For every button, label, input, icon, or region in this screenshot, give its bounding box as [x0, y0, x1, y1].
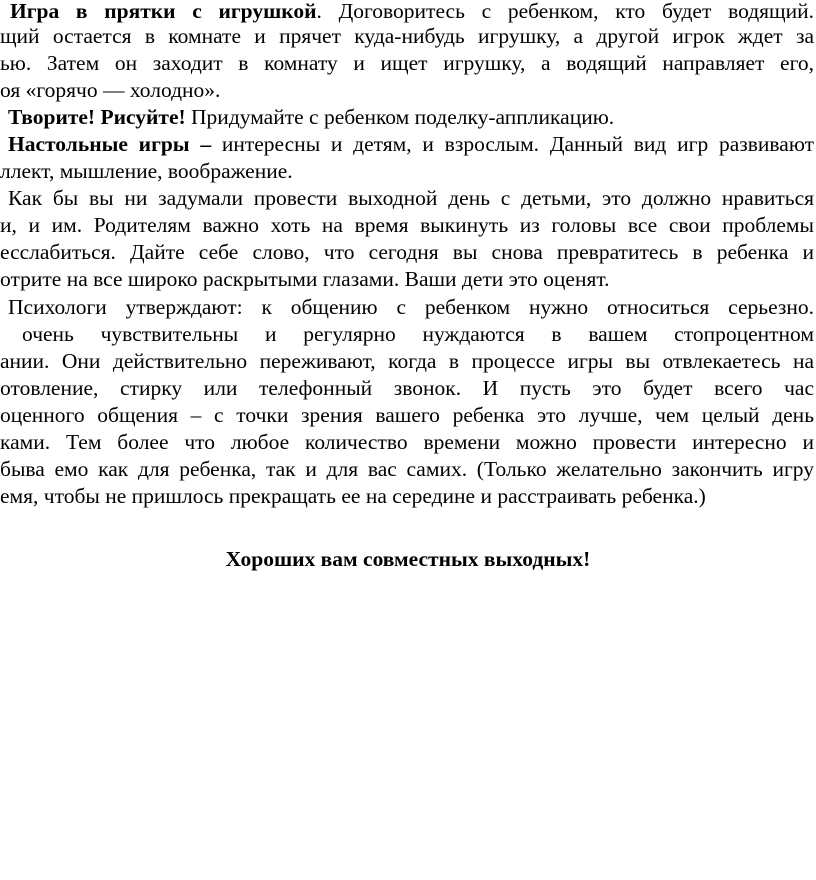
- line-text: Придумайте с ребенком поделку-аппликацию.: [185, 105, 615, 129]
- text-line: Как бы вы ни задумали провести выходной день с детьми, это должно нравиться: [8, 186, 814, 210]
- text-line: ью. Затем он заходит в комнату и ищет игрушку, а водящий направляет его,: [0, 51, 814, 75]
- text-line: есслабиться. Дайте себе слово, что сегодня вы снова превратитесь в ребенка и: [0, 240, 814, 264]
- text-line: ании. Они действительно переживают, когда в процессе игры вы отвлекаетесь на: [0, 349, 814, 373]
- bold-phrase: Настольные игры –: [8, 132, 212, 156]
- bold-phrase: Творите! Рисуйте!: [8, 105, 186, 129]
- text-line: Психологи утверждают: к общению с ребенком нужно относиться серьезно.: [8, 295, 814, 319]
- text-line: очень чувствительны и регулярно нуждаются в вашем стопроцентном: [22, 322, 814, 346]
- closing-heading: Хороших вам совместных выходных!: [225, 547, 591, 571]
- line-text: интересны и детям, и взрослым. Данный вид игр развивают: [211, 132, 814, 156]
- text-line: [8, 104, 814, 131]
- text-line: емя, чтобы не пришлось прекращать ее на середине и расстраивать ребенка.): [0, 484, 706, 508]
- bold-phrase: Игра в прятки с игрушкой: [10, 0, 317, 23]
- text-line: отрите на все широко раскрытыми глазами. Ваши дети это оценят.: [0, 267, 610, 291]
- text-line: и, и им. Родителям важно хоть на время выкинуть из головы все свои проблемы: [0, 213, 814, 237]
- text-line: ллект, мышление, воображение.: [0, 159, 293, 183]
- text-line: быва емо как для ребенка, так и для вас самих. (Только желательно закончить игру: [0, 457, 814, 481]
- text-line: оценного общения – с точки зрения вашего ребенка это лучше, чем целый день: [0, 403, 814, 427]
- text-line: отовление, стирку или телефонный звонок. И пусть это будет всего час: [0, 376, 814, 400]
- text-line: оя «горячо — холодно».: [0, 78, 221, 102]
- text-line: [8, 131, 814, 158]
- line-text: . Договоритесь с ребенком, кто будет водящий.: [316, 0, 814, 23]
- text-line: ками. Тем более что любое количество времени можно провести интересно и: [0, 430, 814, 454]
- text-line: щий остается в комнате и прячет куда-нибудь игрушку, а другой игрок ждет за: [0, 24, 814, 48]
- text-line: [10, 0, 814, 25]
